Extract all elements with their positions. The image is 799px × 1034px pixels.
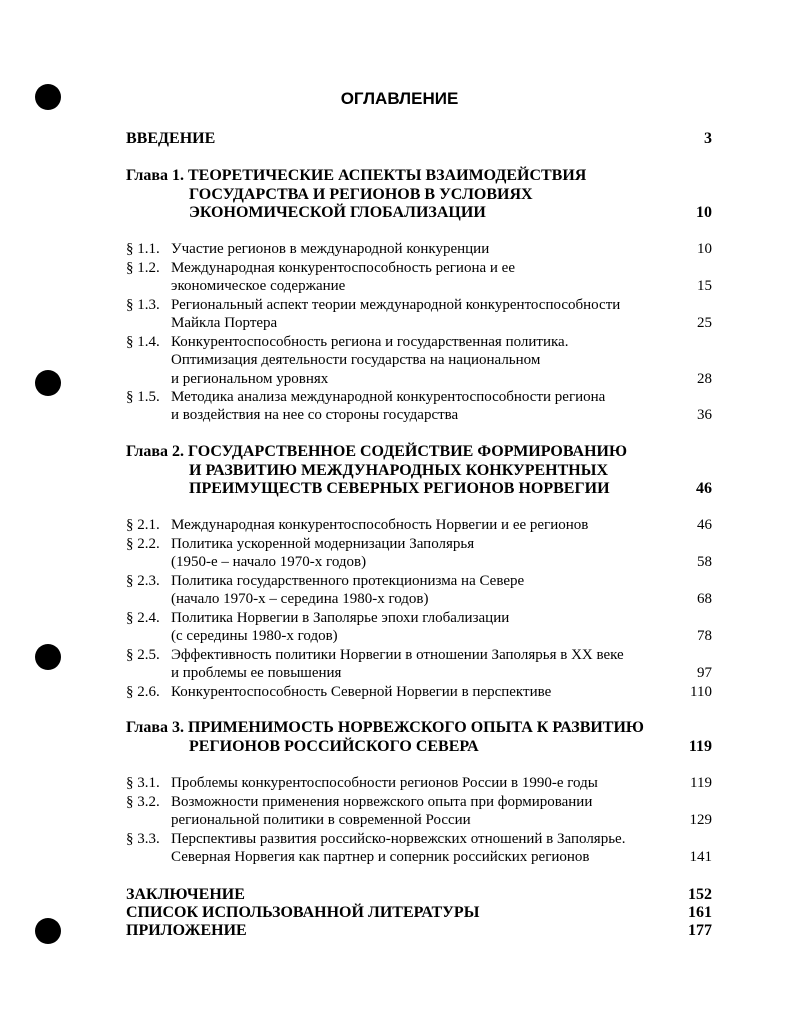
page-number: 46 bbox=[696, 480, 712, 497]
page-number: 68 bbox=[697, 591, 712, 608]
section-title-line: Политика Норвегии в Заполярье эпохи глобализации bbox=[171, 610, 510, 626]
punch-hole bbox=[35, 370, 61, 396]
toc-entry-appendix[interactable] bbox=[126, 922, 712, 940]
chapter-title-line: РЕГИОНОВ РОССИЙСКОГО СЕВЕРА bbox=[189, 737, 479, 755]
section-title-line: Международная конкурентоспособность Норвегии и ее регионов bbox=[171, 517, 589, 533]
section-title-line: Конкурентоспособность региона и государственная политика. bbox=[171, 334, 569, 350]
toc-section-2-6[interactable] bbox=[126, 683, 712, 701]
page-number: 46 bbox=[697, 517, 712, 533]
section-title-line: Политика ускоренной модернизации Заполярья bbox=[171, 536, 475, 552]
chapter-title-line: ПРЕИМУЩЕСТВ СЕВЕРНЫХ РЕГИОНОВ НОРВЕГИИ bbox=[189, 480, 610, 497]
toc-entry-bibliography[interactable] bbox=[126, 904, 712, 922]
section-number: § 1.4. bbox=[126, 334, 160, 350]
punch-hole bbox=[35, 918, 61, 944]
section-number: § 1.2. bbox=[126, 260, 160, 276]
page-number: 10 bbox=[697, 241, 712, 257]
page-number: 28 bbox=[697, 370, 712, 387]
toc-entry-label: ПРИЛОЖЕНИЕ bbox=[126, 922, 247, 939]
page-number: 177 bbox=[688, 922, 712, 939]
section-title-line: Участие регионов в международной конкуренции bbox=[171, 241, 490, 257]
toc-chapter-1[interactable] bbox=[126, 167, 712, 223]
section-number: § 2.4. bbox=[126, 610, 160, 626]
page-number: 36 bbox=[697, 407, 712, 424]
chapter-title-line: ГОСУДАРСТВА И РЕГИОНОВ В УСЛОВИЯХ bbox=[189, 185, 533, 203]
toc-entry-label: ВВЕДЕНИЕ bbox=[126, 130, 216, 147]
section-number: § 2.1. bbox=[126, 517, 160, 533]
section-title-line: Оптимизация деятельности государства на национальном bbox=[171, 352, 541, 369]
page-number: 110 bbox=[690, 684, 712, 700]
section-title-line: (1950-е – начало 1970-х годов) bbox=[171, 554, 367, 571]
section-title-line: и региональном уровнях bbox=[171, 370, 329, 387]
section-number: § 3.3. bbox=[126, 831, 160, 847]
page-number: 15 bbox=[697, 278, 712, 295]
toc-section-1-5[interactable] bbox=[126, 388, 712, 425]
section-number: § 1.1. bbox=[126, 241, 160, 257]
section-title-line: Эффективность политики Норвегии в отношении Заполярья в XX веке bbox=[171, 647, 624, 663]
toc-entry-intro[interactable] bbox=[126, 130, 712, 148]
toc-section-3-1[interactable] bbox=[126, 774, 712, 792]
page-number: 10 bbox=[696, 204, 712, 221]
toc-section-2-2[interactable] bbox=[126, 535, 712, 572]
toc-section-2-1[interactable] bbox=[126, 516, 712, 534]
chapter-title-line: ЭКОНОМИЧЕСКОЙ ГЛОБАЛИЗАЦИИ bbox=[189, 204, 486, 221]
toc-section-3-3[interactable] bbox=[126, 830, 712, 867]
toc-entry-label: ЗАКЛЮЧЕНИЕ bbox=[126, 886, 245, 903]
toc-section-1-2[interactable] bbox=[126, 259, 712, 296]
toc-section-3-2[interactable] bbox=[126, 793, 712, 830]
section-title-line: Возможности применения норвежского опыта при формировании bbox=[171, 794, 593, 810]
section-number: § 2.5. bbox=[126, 647, 160, 663]
toc-entry-conclusion[interactable] bbox=[126, 886, 712, 904]
section-title-line: (начало 1970-х – середина 1980-х годов) bbox=[171, 591, 429, 608]
section-title-line: Политика государственного протекционизма на Севере bbox=[171, 573, 525, 589]
page-number: 141 bbox=[689, 849, 712, 866]
page-number: 3 bbox=[704, 130, 712, 147]
toc-section-1-1[interactable] bbox=[126, 240, 712, 258]
chapter-title-line: Глава 3. ПРИМЕНИМОСТЬ НОРВЕЖСКОГО ОПЫТА К РАЗВИТИЮ bbox=[126, 719, 644, 736]
toc-section-1-4[interactable] bbox=[126, 333, 712, 388]
toc-entry-label: СПИСОК ИСПОЛЬЗОВАННОЙ ЛИТЕРАТУРЫ bbox=[126, 904, 480, 921]
section-title-line: Международная конкурентоспособность региона и ее bbox=[171, 260, 515, 276]
section-title-line: Методика анализа международной конкурентоспособности региона bbox=[171, 389, 606, 405]
page-number: 25 bbox=[697, 315, 712, 332]
page-number: 97 bbox=[697, 665, 712, 682]
toc-chapter-3[interactable] bbox=[126, 719, 712, 756]
section-title-line: Проблемы конкурентоспособности регионов России в 1990-е годы bbox=[171, 775, 598, 791]
page-number: 161 bbox=[688, 904, 712, 921]
section-title-line: Перспективы развития российско-норвежских отношений в Заполярье. bbox=[171, 831, 626, 847]
page-number: 152 bbox=[688, 886, 712, 903]
page-number: 119 bbox=[690, 775, 712, 791]
page-title: ОГЛАВЛЕНИЕ bbox=[340, 89, 459, 108]
chapter-title-line: Глава 1. ТЕОРЕТИЧЕСКИЕ АСПЕКТЫ ВЗАИМОДЕЙСТВИЯ bbox=[126, 167, 587, 184]
section-title-line: (с середины 1980-х годов) bbox=[171, 628, 338, 645]
page-number: 129 bbox=[689, 812, 712, 829]
page-number: 58 bbox=[697, 554, 712, 571]
punch-hole bbox=[35, 644, 61, 670]
toc-section-2-3[interactable] bbox=[126, 572, 712, 609]
section-number: § 1.3. bbox=[126, 297, 160, 313]
section-title-line: Северная Норвегия как партнер и соперник российских регионов bbox=[171, 849, 590, 866]
toc-section-1-3[interactable] bbox=[126, 296, 712, 333]
section-number: § 3.1. bbox=[126, 775, 160, 791]
section-number: § 1.5. bbox=[126, 389, 160, 405]
section-title-line: Конкурентоспособность Северной Норвегии в перспективе bbox=[171, 684, 552, 700]
chapter-title-line: И РАЗВИТИЮ МЕЖДУНАРОДНЫХ КОНКУРЕНТНЫХ bbox=[189, 461, 608, 479]
toc-section-2-5[interactable] bbox=[126, 646, 712, 683]
page-number: 119 bbox=[688, 737, 712, 755]
section-number: § 2.2. bbox=[126, 536, 160, 552]
toc-chapter-2[interactable] bbox=[126, 443, 712, 499]
section-number: § 2.6. bbox=[126, 684, 160, 700]
section-title-line: и проблемы ее повышения bbox=[171, 665, 342, 682]
section-title-line: региональной политики в современной России bbox=[171, 812, 471, 829]
chapter-title-line: Глава 2. ГОСУДАРСТВЕННОЕ СОДЕЙСТВИЕ ФОРМИРОВАНИЮ bbox=[126, 443, 627, 460]
section-title-line: и воздействия на нее со стороны государства bbox=[171, 407, 459, 424]
section-title-line: Майкла Портера bbox=[171, 315, 278, 332]
section-title-line: Региональный аспект теории международной конкурентоспособности bbox=[171, 297, 621, 313]
section-number: § 3.2. bbox=[126, 794, 160, 810]
page-number: 78 bbox=[697, 628, 712, 645]
toc-section-2-4[interactable] bbox=[126, 609, 712, 646]
section-number: § 2.3. bbox=[126, 573, 160, 589]
section-title-line: экономическое содержание bbox=[171, 278, 346, 295]
